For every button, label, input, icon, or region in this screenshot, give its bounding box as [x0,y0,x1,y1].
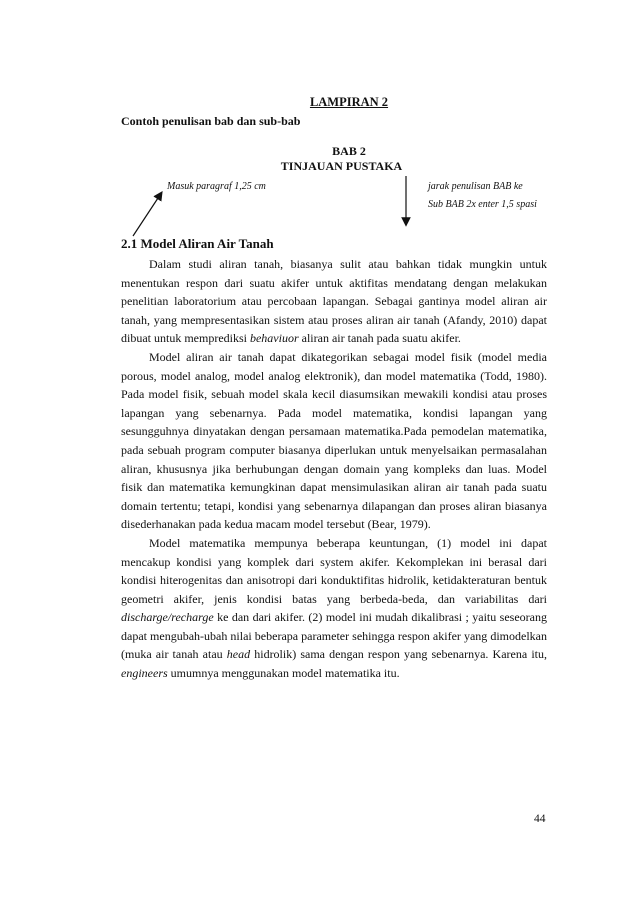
page-number: 44 [534,813,546,825]
appendix-title: LAMPIRAN 2 [309,95,389,109]
spacing-note-line1: jarak penulisan BAB ke [428,181,523,192]
paragraph-3: Model matematika mempunya beberapa keuntungan, (1) model ini dapat mencakup kondisi yang komplek dari system akifer. Kekomplekan ini berasal dari kondisi hiterogenitas dan anisotropi dari konduktifitas hidrolik, ketidakteraturan bentuk geometri akifer, jenis kondisi batas yang berbeda-beda, dan variabilitas dari discharge/recharge ke dan dari akifer. (2) model ini mudah dikalibrasi ; yaitu seseorang dapat mengubah-ubah nilai beberapa parameter sehingga respon akifer yang dimodelkan (muka air tanah atau head hidrolik) sama dengan respon yang sebenarnya. Karena itu, engineers umumnya menggunakan model matematika itu. [121,535,547,681]
indent-arrow [133,195,160,236]
section-heading: 2.1 Model Aliran Air Tanah [121,236,274,251]
chapter-title: TINJAUAN PUSTAKA [280,159,403,173]
paragraph-1: Dalam studi aliran tanah, biasanya sulit atau bahkan tidak mungkin untuk menentukan respon dari suatu akifer untuk aktifitas mendatang dengan melakukan penelitian laboratorium atau percobaan lapangan. Sebagai gantinya model aliran air tanah, yang mempresentasikan sistem atau proses aliran air tanah (Afandy, 2010) dapat dibuat untuk memprediksi behaviuor aliran air tanah pada suatu akifer. [121,257,547,346]
indent-note: Masuk paragraf 1,25 cm [167,181,266,192]
section-body [121,255,547,683]
example-label: Contoh penulisan bab dan sub-bab [121,114,301,128]
paragraph-2: Model aliran air tanah dapat dikategorikan sebagai model fisik (model media porous, model analog, model analog elektronik), dan model matematika (Todd, 1980). Pada model fisik, sebuah model skala kecil diasumsikan mewakili kondisi atau proses lapangan yang sebenarnya. Pada model matematika, kondisi lapangan yang sesungguhnya dinyatakan dengan persamaan matematika.Pada pemodelan matematika, pada sebuah program computer biasanya diperlukan untuk menyelsaikan permasalahan aliran, khususnya jika berhubungan dengan domain yang kompleks dan luas. Model fisik dan matematika kemungkinan dapat mensimulasikan aliran air tanah pada suatu domain tertentu; tetapi, kondisi yang sebenarnya dilapangan dan proses aliran biasanya disederhanakan pada kedua macam model tersebut (Bear, 1979). [121,349,547,532]
spacing-note-line2: Sub BAB 2x enter 1,5 spasi [428,199,537,210]
chapter-number: BAB 2 [332,144,366,158]
